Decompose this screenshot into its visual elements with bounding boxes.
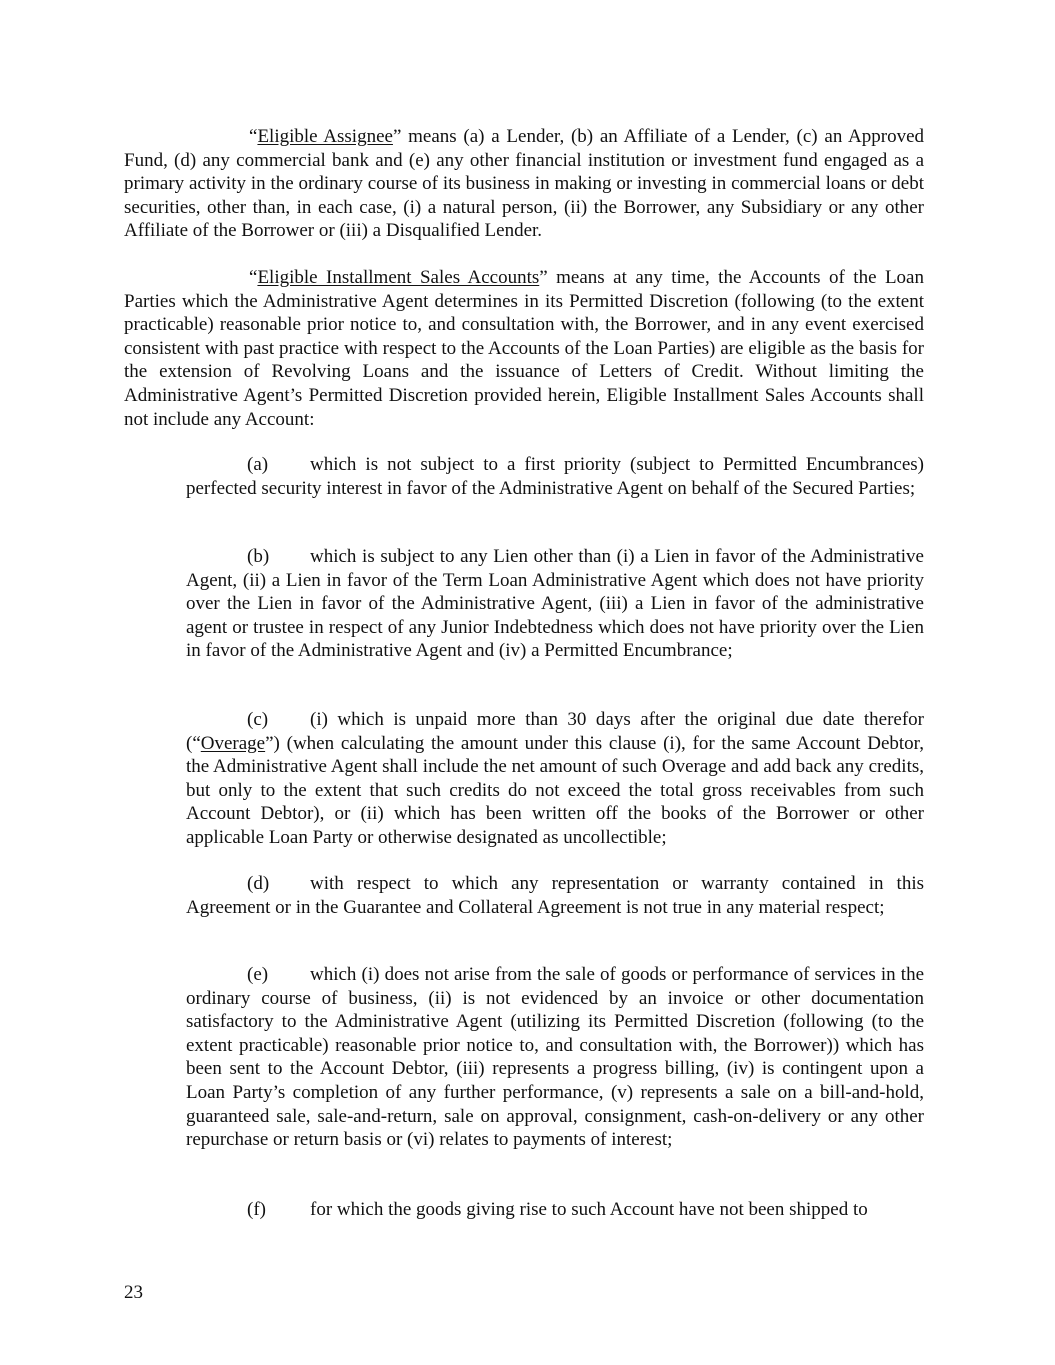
clause-f: [186, 1198, 924, 1222]
clause-text: which is not subject to a first priority (subject to Permitted Encumbrances) perfected security interest in favor of the Administrative Agent on behalf of the Secured Parties;: [186, 454, 924, 499]
clause-text: which is subject to any Lien other than (i) a Lien in favor of the Administrative Agent, (ii) a Lien in favor of the Term Loan Administrative Agent which does not have priority over the Lien in favor of the Administrative Agent, (iii) a Lien in favor of the administrative agent or trustee in respect of any Junior Indebtedness which does not have priority over the Lien in favor of the Administrative Agent and (iv) a Permitted Encumbrance;: [186, 546, 924, 662]
defined-term-overage: Overage: [200, 732, 266, 754]
clause-text-after: ”) (when calculating the amount under this clause (i), for the same Account Debtor, the Administrative Agent shall include the net amount of such Overage and add back any credits, but only to the extent that such credits do not exceed the total gross receivables from such Account Debtor), or (ii) which has been written off the books of the Borrower or other applicable Loan Party or otherwise designated as uncollectible;: [186, 732, 924, 848]
clause-marker: (d): [247, 873, 270, 894]
clause-marker: (a): [247, 454, 269, 475]
clause-text: for which the goods giving rise to such Account have not been shipped to: [310, 1199, 868, 1220]
clause-d: [186, 872, 924, 919]
clause-marker: (c): [247, 709, 269, 730]
definition-text: ” means (a) a Lender, (b) an Affiliate of a Lender, (c) an Approved Fund, (d) any commercial bank and (e) any other financial institution or investment fund engaged as a primary activity in the ordinary course of its business in making or investing in commercial loans or debt securities, other than, in each case, (i) a natural person, (ii) the Borrower, any Subsidiary or any other Affiliate of the Borrower or (iii) a Disqualified Lender.: [124, 126, 924, 242]
clause-b: [186, 545, 924, 663]
definition-text: ” means at any time, the Accounts of the Loan Parties which the Administrative Agent determines in its Permitted Discretion (following (to the extent practicable) reasonable prior notice to, and consultation with, the Borrower, and in any event exercised consistent with past practice with respect to the Accounts of the Loan Parties) are eligible as the basis for the extension of Revolving Loans and the issuance of Letters of Credit. Without limiting the Administrative Agent’s Permitted Discretion provided herein, Eligible Installment Sales Accounts shall not include any Account:: [124, 267, 924, 430]
clause-c: [186, 708, 924, 850]
open-quote: “: [249, 126, 258, 147]
open-quote: “: [249, 267, 258, 288]
page-number: 23: [124, 1282, 143, 1303]
clause-text: which (i) does not arise from the sale of goods or performance of services in the ordinary course of business, (ii) is not evidenced by an invoice or other documentation satisfactory to the Administrative Agent (utilizing its Permitted Discretion (following (to the extent practicable) reasonable prior notice to, and consultation with, the Borrower)) which has been sent to the Account Debtor, (iii) represents a progress billing, (iv) is contingent upon a Loan Party’s completion of any further performance, (v) represents a sale on a bill-and-hold, guaranteed sale, sale-and-return, sale on approval, consignment, cash-on-delivery or any other repurchase or return basis or (vi) relates to payments of interest;: [186, 964, 924, 1151]
defined-term: Eligible Installment Sales Accounts: [257, 267, 540, 288]
defined-term: Eligible Assignee: [257, 126, 393, 147]
clause-marker: (f): [247, 1199, 266, 1220]
clause-marker: (e): [247, 964, 269, 985]
clause-text-before: (i) which is unpaid more than 30 days after the original due date therefor (“: [186, 709, 924, 754]
definition-eligible-assignee: [124, 125, 924, 243]
clause-marker: (b): [247, 546, 270, 567]
clause-text: with respect to which any representation or warranty contained in this Agreement or in the Guarantee and Collateral Agreement is not true in any material respect;: [186, 873, 924, 918]
clause-e: [186, 963, 924, 1152]
clause-a: [186, 453, 924, 500]
definition-eligible-installment-sales-accounts: [124, 266, 924, 431]
